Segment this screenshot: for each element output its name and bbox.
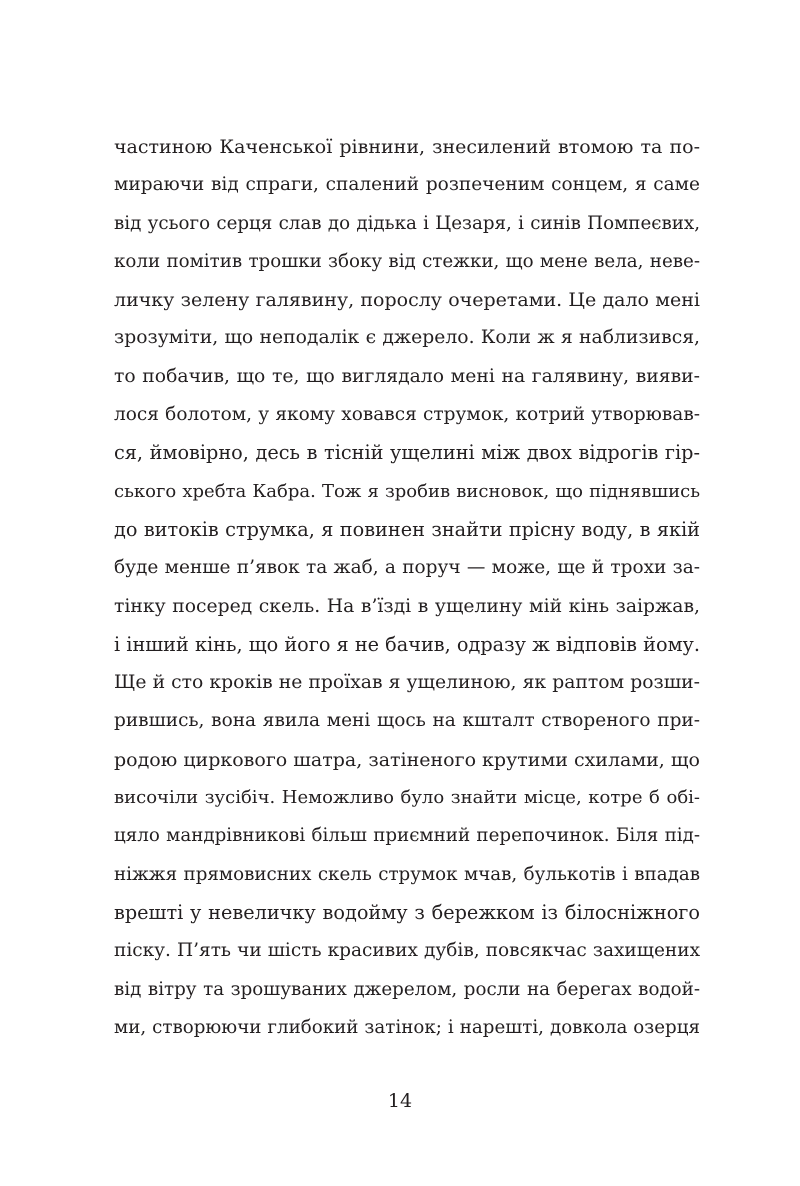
- text-line: височіли зусібіч. Неможливо було знайти місце, котре б обі-: [114, 787, 700, 809]
- text-line: врешті у невеличку водойму з бережком із білосніжного: [114, 900, 700, 924]
- text-line: ся, ймовірно, десь в тісній ущелині між двох відрогів гір-: [114, 441, 700, 465]
- text-line: мираючи від спраги, спалений розпеченим сонцем, я саме: [114, 174, 700, 196]
- text-line: і інший кінь, що його я не бачив, одразу ж відповів йому.: [114, 632, 700, 656]
- text-line: то побачив, що те, що виглядало мені на галявину, вияви-: [114, 365, 700, 387]
- text-line: ніжжя прямовисних скель струмок мчав, булькотів і впадав: [114, 863, 700, 885]
- text-line: від усього серця слав до дідька і Цезаря, і синів Помпеєвих,: [114, 212, 700, 234]
- text-line: до витоків струмка, я повинен знайти прісну воду, в якій: [114, 517, 700, 541]
- text-line: від вітру та зрошуваних джерелом, росли на берегах водой-: [114, 978, 700, 1000]
- text-line: коли помітив трошки збоку від стежки, що мене вела, неве-: [114, 250, 700, 272]
- page-number: 14: [387, 1090, 413, 1112]
- text-line: личку зелену галявину, порослу очеретами. Це дало мені: [114, 289, 700, 312]
- body-text: [114, 128, 700, 1047]
- text-line: Ще й сто кроків не проїхав я ущелиною, як раптом розши-: [114, 672, 700, 694]
- text-line: родою циркового шатра, затіненого крутими схилами, що: [114, 748, 700, 771]
- text-line: лося болотом, у якому ховався струмок, котрий утворював-: [114, 404, 700, 426]
- text-line: ми, створюючи глибокий затінок; і нарешті, довкола озерця: [114, 1016, 700, 1038]
- text-line: тінку посеред скель. На в’їзді в ущелину мій кінь заіржав,: [114, 595, 700, 617]
- text-line: зрозуміти, що неподалік є джерело. Коли ж я наблизився,: [114, 327, 700, 349]
- text-line: буде менше п’явок та жаб, а поруч — може, ще й трохи за-: [114, 557, 700, 579]
- text-line: рившись, вона явила мені щось на кшталт створеного при-: [114, 710, 700, 732]
- text-line: цяло мандрівникові більш приємний перепочинок. Біля під-: [114, 825, 700, 847]
- text-line: піску. П’ять чи шість красивих дубів, повсякчас захищених: [114, 940, 700, 962]
- text-line: ського хребта Кабра. Тож я зробив висновок, що піднявшись: [114, 480, 700, 502]
- text-line: частиною Каченської рівнини, знесилений втомою та по-: [114, 136, 700, 158]
